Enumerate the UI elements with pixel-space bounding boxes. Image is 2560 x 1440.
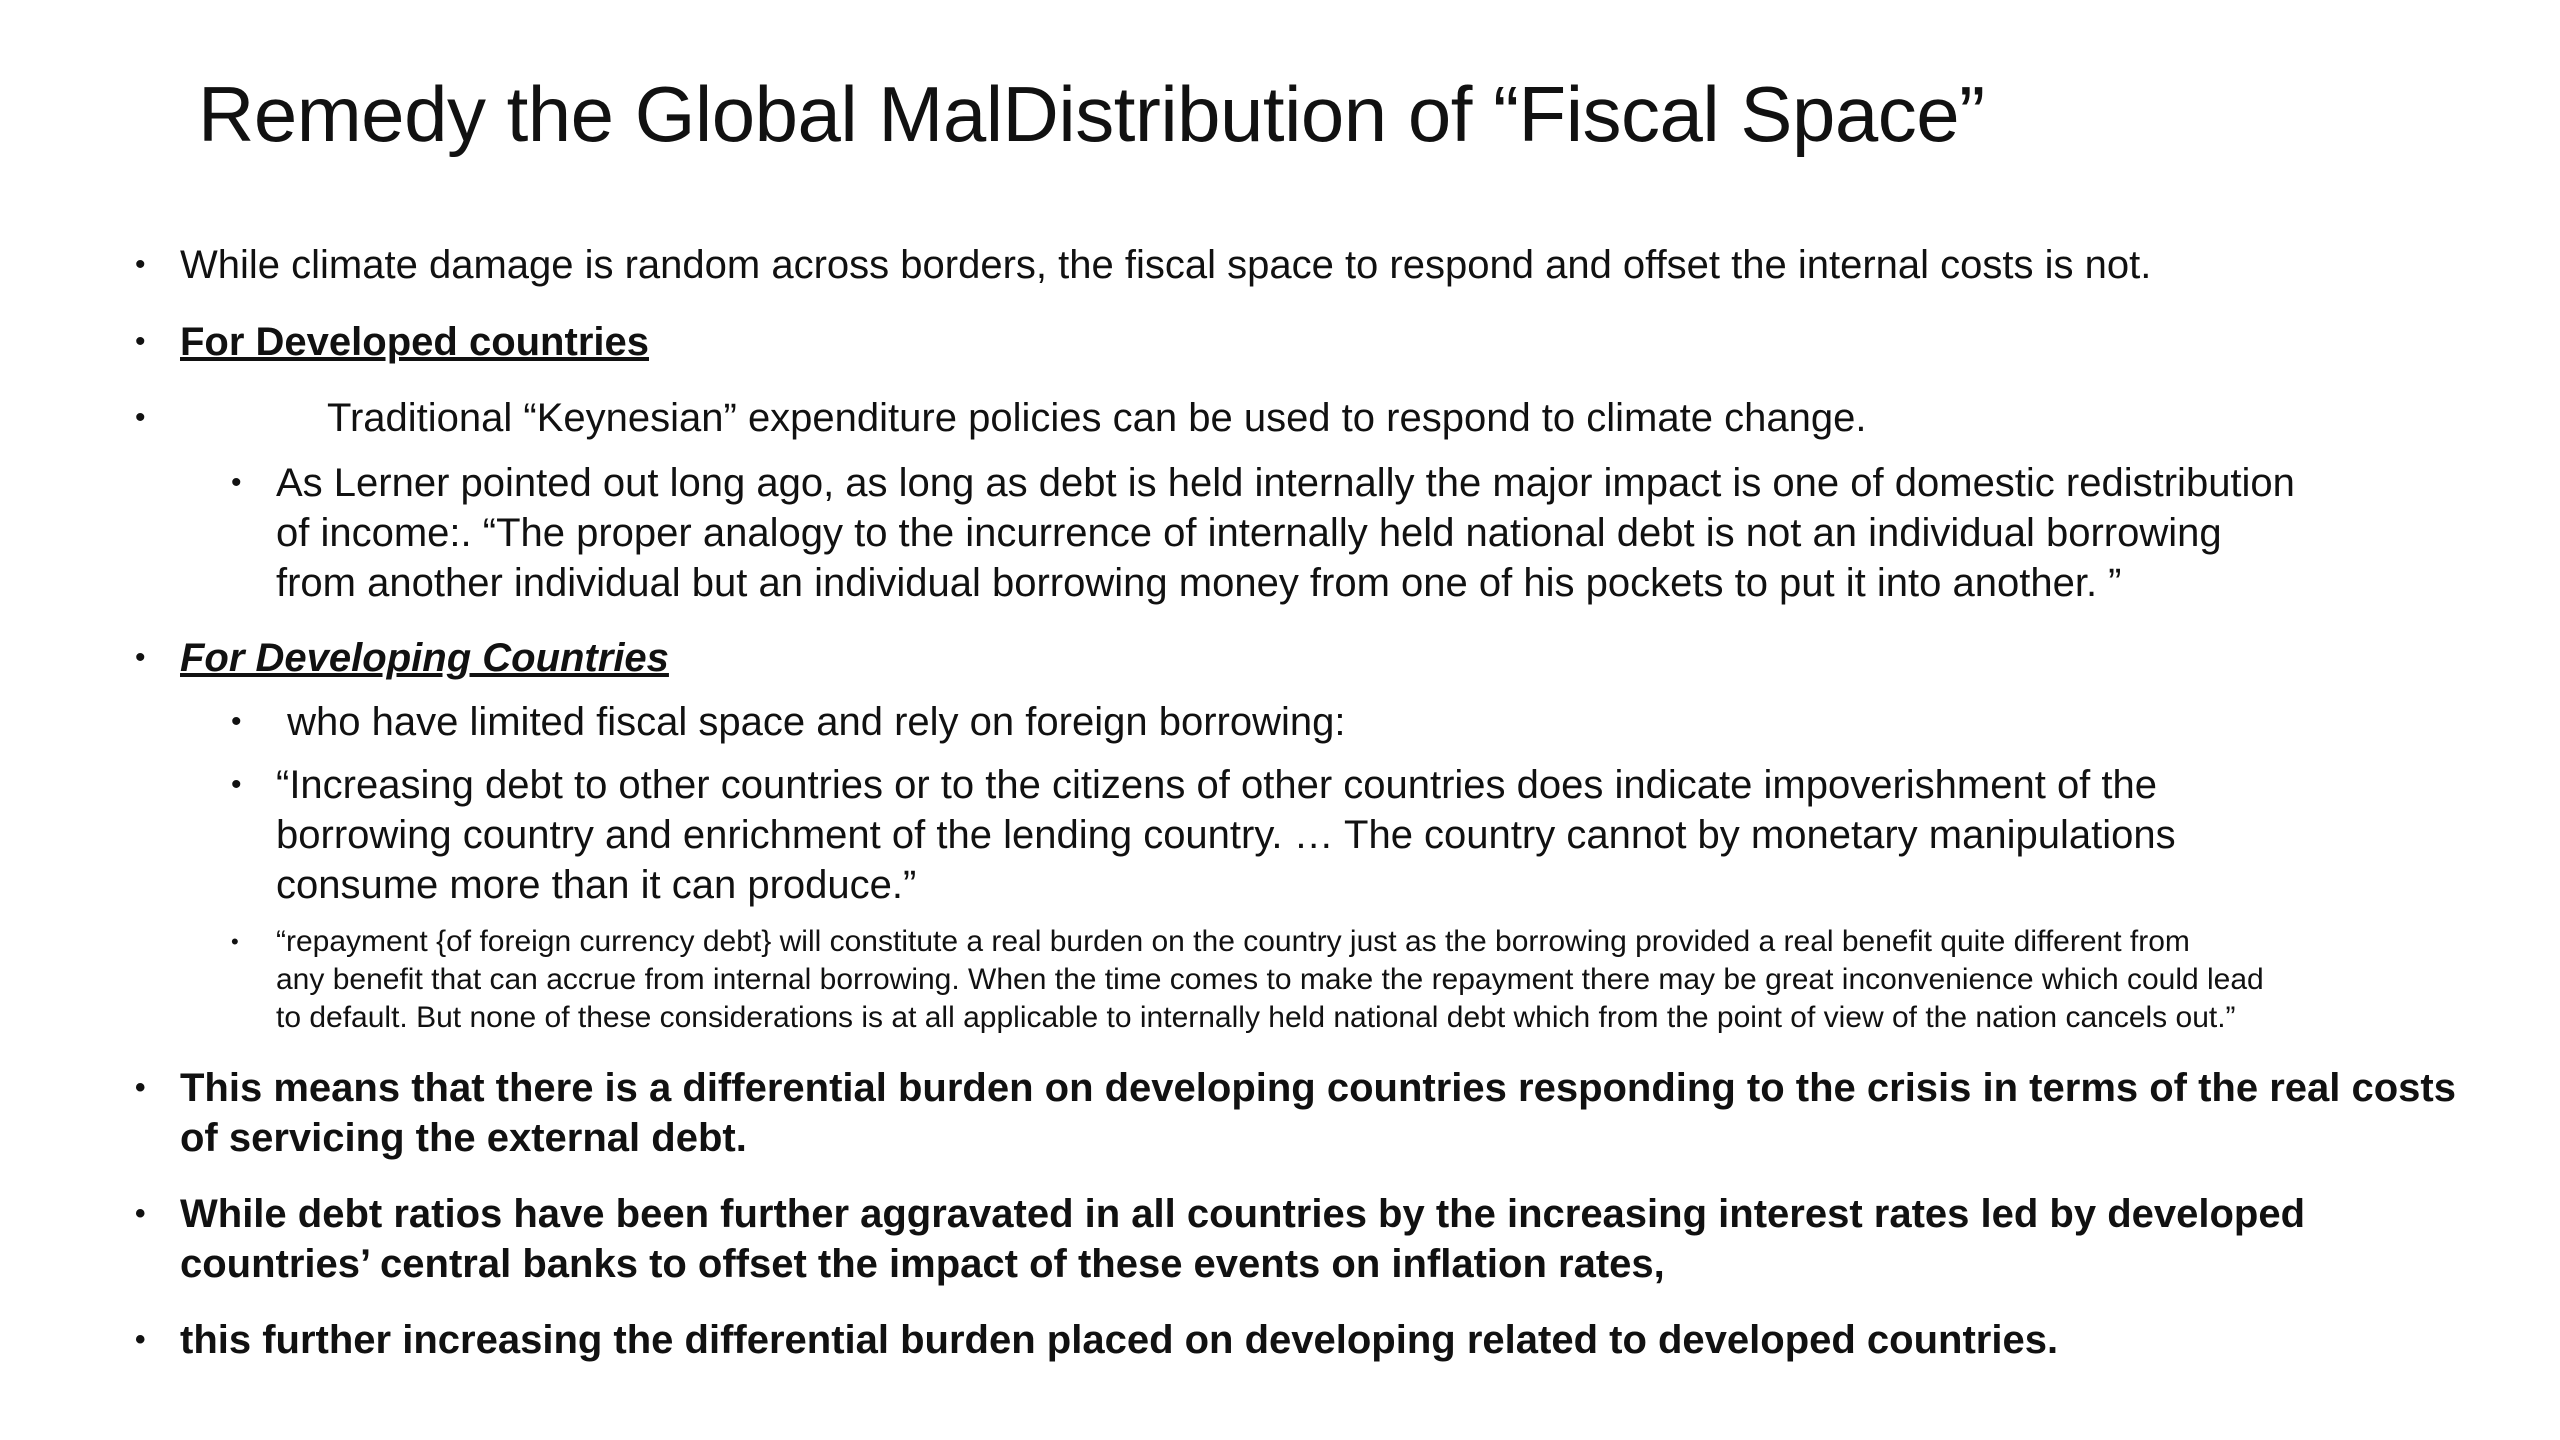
bullet-repayment-quote	[231, 923, 2264, 1037]
bullet-keynesian	[135, 393, 1867, 443]
bullet-marker: •	[135, 401, 146, 434]
bullet-marker: •	[135, 1323, 146, 1356]
bullet-marker: •	[231, 466, 242, 499]
bullet-marker: •	[231, 705, 242, 738]
bullet-line: from another individual but an individual borrowing money from one of his pockets to put it into another. ”	[276, 561, 2122, 605]
bullet-limited-fiscal-space	[231, 697, 1346, 747]
bullet-developed-heading	[135, 317, 649, 367]
bullet-line: This means that there is a differential burden on developing countries responding to the crisis in terms of the real costs	[180, 1066, 2456, 1110]
bullet-marker: •	[135, 248, 146, 281]
bullet-marker: •	[135, 641, 146, 674]
heading-developing-countries: For Developing Countries	[180, 636, 669, 680]
slide-title: Remedy the Global MalDistribution of “Fiscal Space”	[198, 70, 1985, 158]
bullet-text: Traditional “Keynesian” expenditure policies can be used to respond to climate change.	[327, 396, 1867, 440]
bullet-line: to default. But none of these considerations is at all applicable to internally held national debt which from the point of view of the nation cancels out.”	[276, 1001, 2236, 1034]
bullet-marker: •	[135, 1197, 146, 1230]
bullet-text: who have limited fiscal space and rely on foreign borrowing:	[276, 700, 1346, 744]
bullet-text: While climate damage is random across borders, the fiscal space to respond and offset the internal costs is not.	[180, 243, 2152, 287]
bullet-debt-ratios	[135, 1189, 2306, 1289]
bullet-differential-burden	[135, 1063, 2456, 1163]
bullet-marker: •	[231, 768, 242, 801]
bullet-marker: •	[231, 929, 239, 954]
bullet-line: countries’ central banks to offset the impact of these events on inflation rates,	[180, 1242, 1665, 1286]
bullet-line: of servicing the external debt.	[180, 1116, 747, 1160]
bullet-line: consume more than it can produce.”	[276, 863, 917, 907]
heading-developed-countries: For Developed countries	[180, 320, 649, 364]
bullet-line: While debt ratios have been further aggravated in all countries by the increasing interest rates led by developed	[180, 1192, 2306, 1236]
bullet-line: borrowing country and enrichment of the lending country. … The country cannot by monetary manipulations	[276, 813, 2176, 857]
bullet-increasing-debt-quote	[231, 760, 2176, 910]
bullet-further-increasing	[135, 1315, 2059, 1365]
bullet-marker: •	[135, 1071, 146, 1104]
bullet-climate-damage	[135, 240, 2152, 290]
bullet-developing-heading	[135, 633, 669, 683]
bullet-line: As Lerner pointed out long ago, as long as debt is held internally the major impact is one of domestic redistribution	[276, 461, 2295, 505]
bullet-text: this further increasing the differential burden placed on developing related to developed countries.	[180, 1318, 2059, 1362]
bullet-line: “repayment {of foreign currency debt} will constitute a real burden on the country just as the borrowing provided a real benefit quite different from	[276, 925, 2190, 958]
bullet-line: of income:. “The proper analogy to the incurrence of internally held national debt is not an individual borrowing	[276, 511, 2222, 555]
bullet-line: any benefit that can accrue from internal borrowing. When the time comes to make the repayment there may be great inconvenience which could lead	[276, 963, 2264, 996]
bullet-lerner-quote	[231, 458, 2295, 608]
bullet-line: “Increasing debt to other countries or to the citizens of other countries does indicate impoverishment of the	[276, 763, 2158, 807]
bullet-marker: •	[135, 325, 146, 358]
